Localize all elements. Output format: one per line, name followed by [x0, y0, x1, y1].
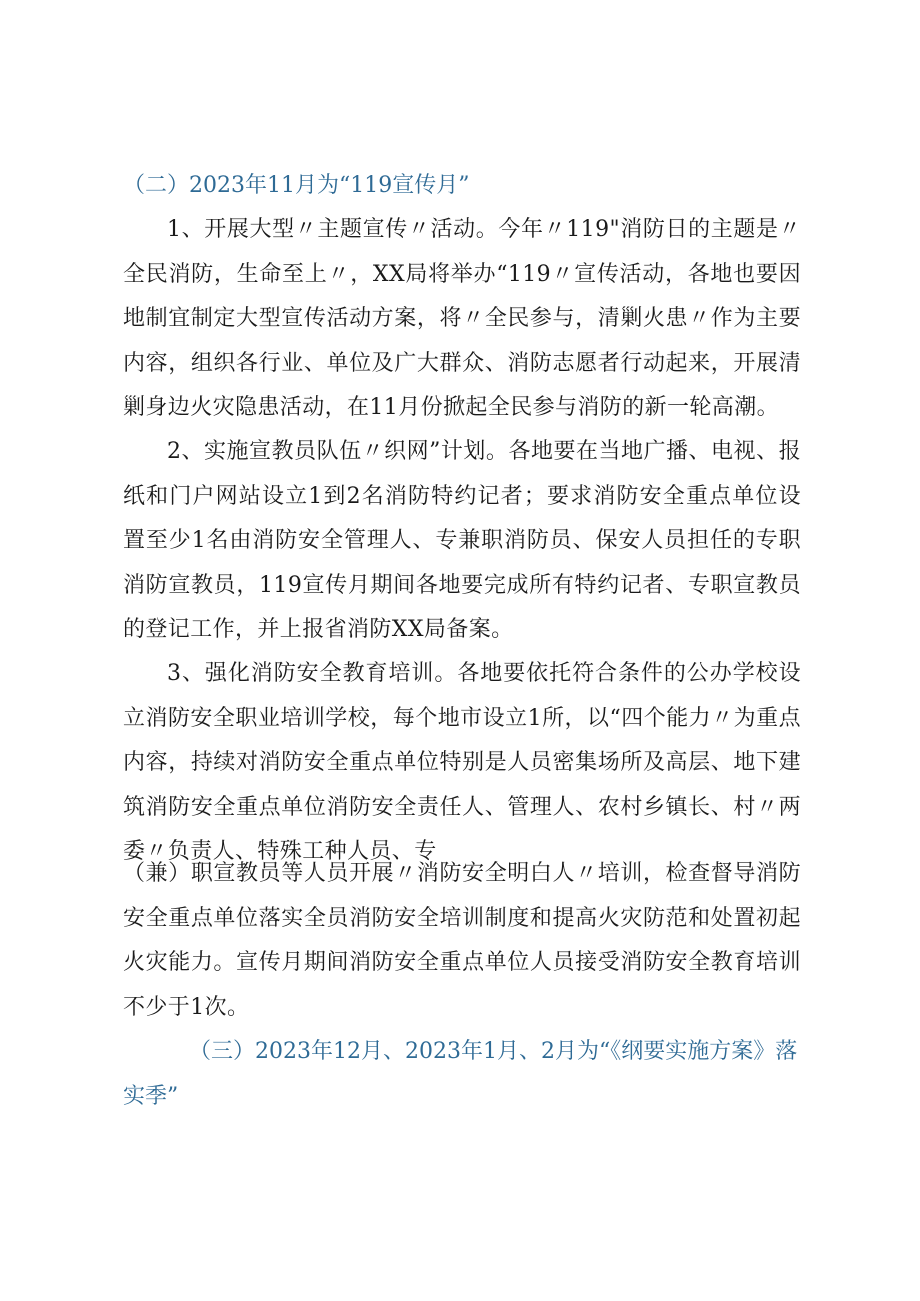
section-heading-3: （三）2023年12月、2023年1月、2月为“《纲要实施方案》落实季” — [123, 1039, 798, 1109]
paragraph-2: 2、实施宣教员队伍〃织网”计划。各地要在当地广播、电视、报纸和门户网站设立1到2名消防特约记者；要求消防安全重点单位设置至少1名由消防安全管理人、专兼职消防员、保安人员担任的专职消防宣教员，119宣传月期间各地要完成所有特约记者、专职宣教员的登记工作，并上报省消防XX局备案。 — [123, 439, 801, 642]
paragraph-1: 1、开展大型〃主题宣传〃活动。今年〃119"消防日的主题是〃全民消防，生命至上〃，XX局将举办“119〃宣传活动，各地也要因地制宜制定大型宣传活动方案，将〃全民参与，清剿火患〃作为主要内容，组织各行业、单位及广大群众、消防志愿者行动起来，开展清剿身边火灾隐患活动，在11月份掀起全民参与消防的新一轮高潮。 — [123, 217, 801, 420]
section-heading-2: （二）2023年11月为“119宣传月” — [123, 173, 470, 198]
paragraph-4: （兼）职宣教员等人员开展〃消防安全明白人〃培训，检查督导消防安全重点单位落实全员消防安全培训制度和提高火灾防范和处置初起火灾能力。宣传月期间消防安全重点单位人员接受消防安全教育培训不少于1次。 — [123, 861, 801, 1020]
paragraph-3: 3、强化消防安全教育培训。各地要依托符合条件的公办学校设立消防安全职业培训学校，每个地市设立1所，以“四个能力〃为重点内容，持续对消防安全重点单位特别是人员密集场所及高层、地下建筑消防安全重点单位消防安全责任人、管理人、农村乡镇长、村〃两委〃负责人、特殊工种人员、专 — [123, 661, 801, 864]
